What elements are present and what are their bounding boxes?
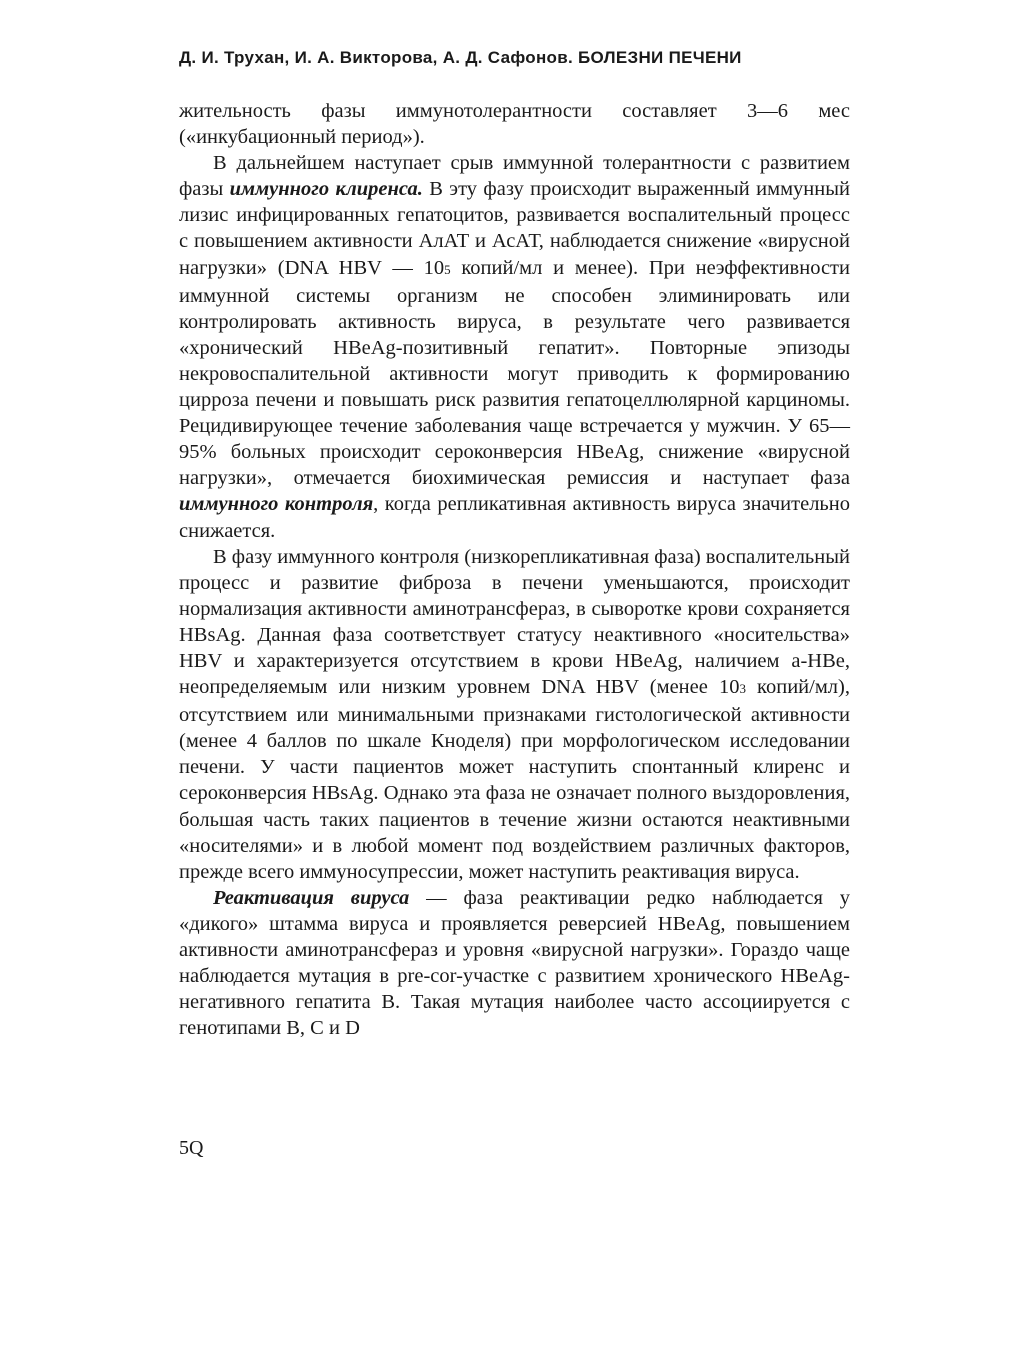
page-number: 5Q (179, 1137, 204, 1159)
paragraph-text: копий/мл), отсутствием или минимальными признаками гистологической активности (менее 4 баллов по шкале Кноделя) при морфологическом исследовании печени. У части пациентов может наступить спонтанный клиренс и сероконверсия HBsAg. Однако эта фаза не означает полного выздоровления, большая часть таких пациентов в течение жизни остаются неактивными «носителями» и в любой момент под воздействием различных факторов, прежде всего иммуносупрессии, может наступить реактивация вируса. (179, 676, 850, 883)
term-immune-clearance: иммунного клиренса. (229, 178, 423, 201)
term-reactivation: Реактивация вируса (213, 886, 410, 909)
paragraph-text: копий/мл и менее). При неэффективности иммунной системы организм не способен элиминировать или контролировать активность вируса, в результате чего развивается «хронический HBeAg-позитивный гепатит». Повторные эпизоды некровоспалительной активности могут приводить к формированию цирроза печени и повышать риск развития гепатоцеллюлярной карциномы. Рецидивирующее течение заболевания чаще встречается у мужчин. У 65—95% больных происходит сероконверсия HBeAg, снижение «вирусной нагрузки», отмечается биохимическая ремиссия и наступает фаза (179, 256, 850, 490)
exponent: 5 (444, 261, 451, 277)
body-text (179, 98, 850, 1041)
paragraph-text: — фаза реактивации редко наблюдается у «дикого» штамма вируса и проявляется реверсией HBeAg, повышением активности аминотрансфераз и уровня «вирусной нагрузки». Гораздо чаще наблюдается мутация в pre-cor-участке с развитием хронического HBeAg-негативного гепатита В. Такая мутация наиболее часто ассоциируется с генотипами В, С и D (179, 886, 850, 1040)
exponent: 3 (739, 681, 746, 697)
paragraph-text: , когда репликативная активность вируса значительно снижается. (179, 493, 850, 542)
paragraph-text: В дальнейшем наступает срыв иммунной толерантности с развитием фазы (179, 152, 850, 201)
paragraph-reactivation (179, 885, 850, 1042)
paragraph-text: В фазу иммунного контроля (низкорепликативная фаза) воспалительный процесс и развитие фиброза в печени уменьшаются, происходит нормализация активности аминотрансфераз, в сыворотке крови сохраняется HBsAg. Данная фаза соответствует статусу неактивного «носительства» HBV и характеризуется отсутствием в крови HBeAg, наличием а-НВе, неопределяемым или низким уровнем DNA HBV (менее 10 (179, 545, 850, 699)
paragraph-text: жительность фазы иммунотолерантности составляет 3—6 мес («инкубационный период»). (179, 100, 850, 149)
paragraph-immune-clearance (179, 150, 850, 543)
paragraph-immune-control (179, 544, 850, 885)
running-header: Д. И. Трухан, И. А. Викторова, А. Д. Сафонов. БОЛЕЗНИ ПЕЧЕНИ (179, 48, 742, 67)
term-immune-control: иммунного контроля (179, 493, 374, 516)
paragraph-text: В эту фазу происходит выраженный иммунный лизис инфицированных гепатоцитов, развивается воспалительный процесс с повышением активности АлАТ и АсАТ, наблюдается снижение «вирусной нагрузки» (DNA HBV — 10 (179, 178, 850, 279)
paragraph-continuation (179, 98, 850, 150)
